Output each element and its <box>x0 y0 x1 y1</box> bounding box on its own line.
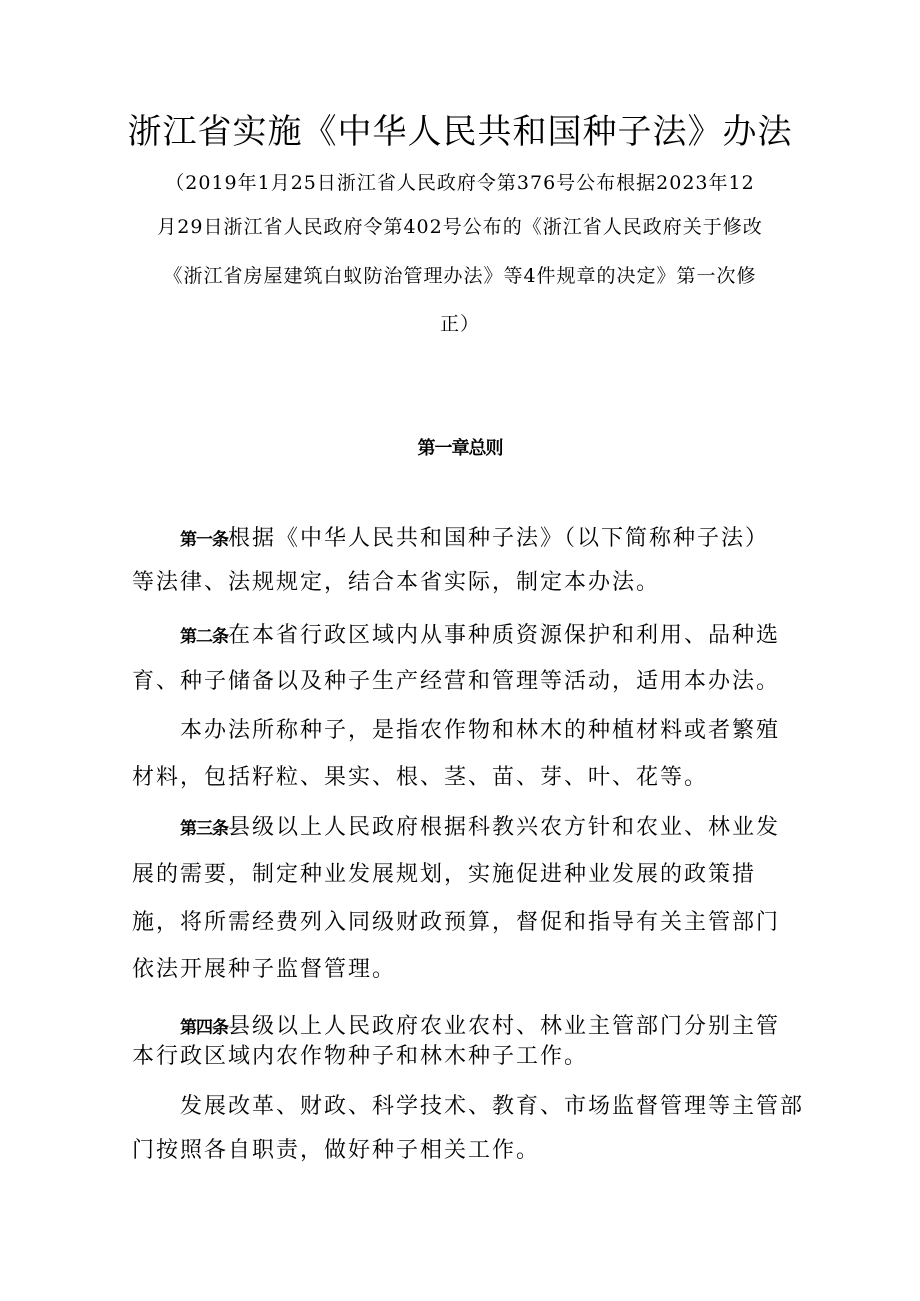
article-3-line-3: 施，将所需经费列入同级财政预算，督促和指导有关主管部门 <box>132 910 781 935</box>
article-2-line-2: 育、种子储备以及种子生产经营和管理等活动，适用本办法。 <box>132 669 781 694</box>
article-label: 第三条 <box>180 819 228 839</box>
article-4-paragraph-2-line-2: 门按照各自职责，做好种子相关工作。 <box>132 1138 541 1163</box>
chapter-heading: 第一章总则 <box>417 438 503 459</box>
article-1-line-2: 等法律、法规规定，结合本省实际，制定本办法。 <box>132 570 661 595</box>
subtitle-line: 正） <box>439 313 480 335</box>
article-text: 县级以上人民政府根据科教兴农方针和农业、林业发 <box>228 815 781 840</box>
article-2-line-1 <box>180 621 780 652</box>
article-text: 县级以上人民政府农业农村、林业主管部门分别主管 <box>228 1014 781 1039</box>
article-text: 根据《中华人民共和国种子法》（以下简称种子法） <box>228 526 770 551</box>
article-3-line-2: 展的需要，制定种业发展规划，实施促进种业发展的政策措 <box>132 862 757 887</box>
article-4-line-1 <box>180 1012 780 1043</box>
subtitle-line: （2019年1月25日浙江省人民政府令第376号公布根据2023年12 <box>165 172 755 194</box>
article-4-paragraph-2-line-1: 发展改革、财政、科学技术、教育、市场监督管理等主管部 <box>180 1094 805 1119</box>
subtitle-line: 月29日浙江省人民政府令第402号公布的《浙江省人民政府关于修改 <box>157 216 763 238</box>
article-label: 第四条 <box>180 1018 228 1038</box>
article-1-line-1 <box>180 524 769 555</box>
subtitle-line: 《浙江省房屋建筑白蚁防治管理办法》等4件规章的决定》第一次修 <box>163 265 757 287</box>
article-text: 在本省行政区域内从事种质资源保护和利用、品种选 <box>228 623 781 648</box>
article-2-paragraph-2-line-1: 本办法所称种子，是指农作物和林木的种植材料或者繁殖 <box>180 718 781 743</box>
article-3-line-4: 依法开展种子监督管理。 <box>132 957 397 982</box>
article-4-line-2: 本行政区域内农作物种子和林木种子工作。 <box>132 1044 589 1069</box>
article-2-paragraph-2-line-2: 材料，包括籽粒、果实、根、茎、苗、芽、叶、花等。 <box>132 765 709 790</box>
article-label: 第一条 <box>180 530 228 550</box>
article-label: 第二条 <box>180 627 228 647</box>
article-3-line-1 <box>180 813 780 844</box>
document-title: 浙江省实施《中华人民共和国种子法》办法 <box>127 112 793 152</box>
